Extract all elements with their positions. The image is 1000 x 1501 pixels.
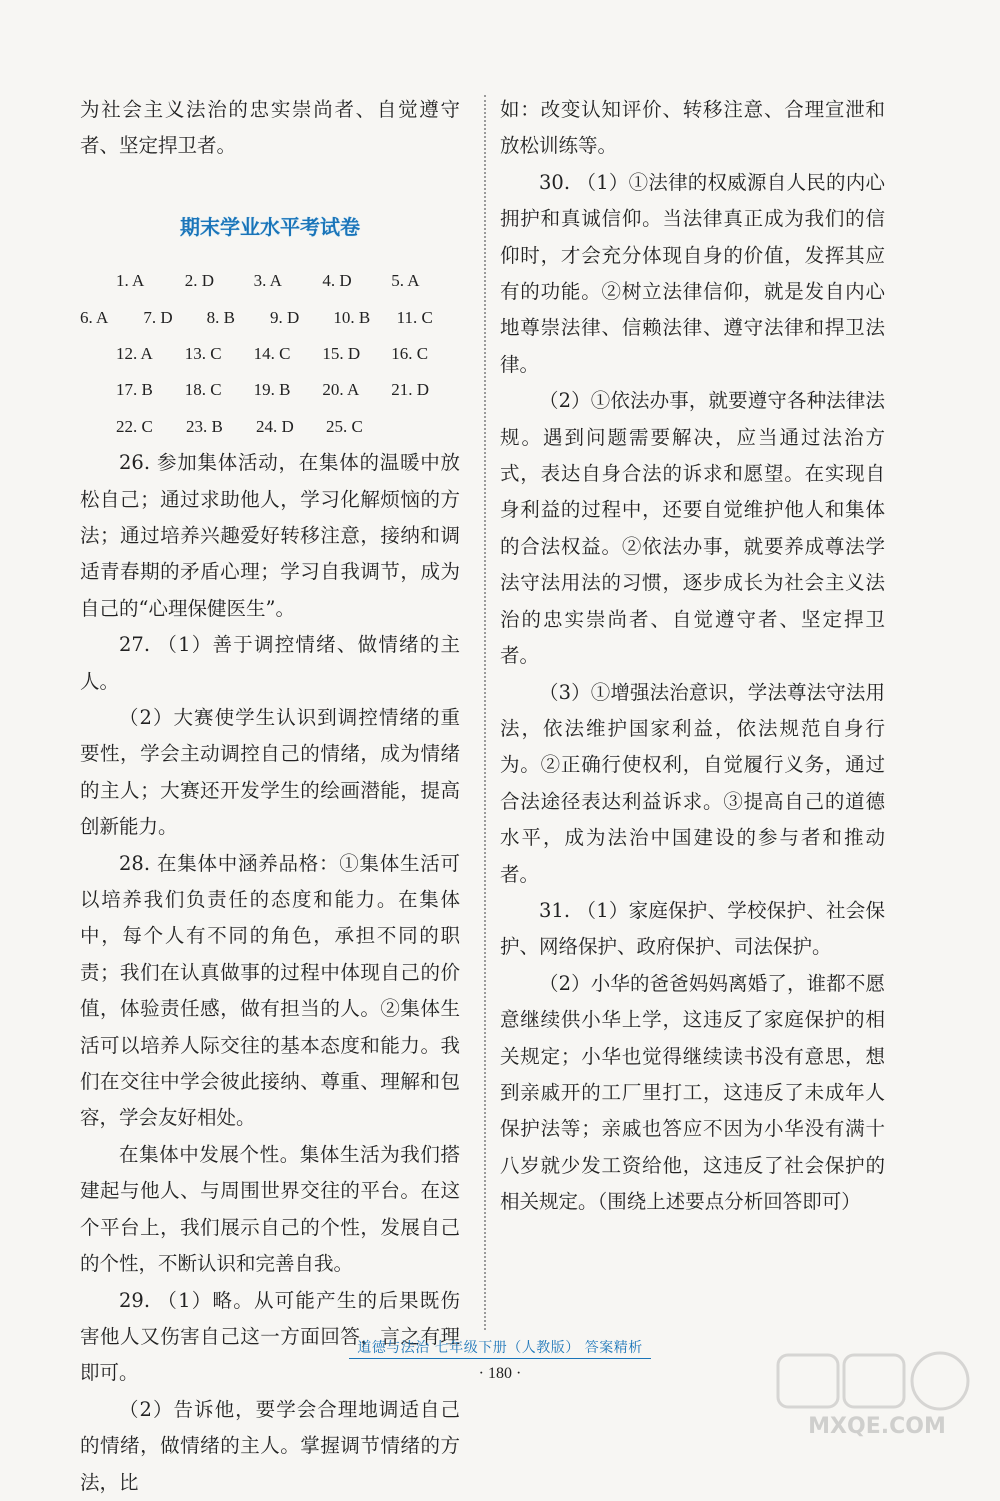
mc-answer: 20. A — [322, 380, 360, 400]
answer-27-1: 27. （1）善于调控情绪、做情绪的主人。 — [80, 633, 460, 693]
mc-answer: 4. D — [322, 271, 352, 291]
mc-answer: 5. A — [391, 271, 420, 291]
mc-row — [80, 300, 460, 336]
answer-30-2: （2）①依法办事，就要遵守各种法律法规。遇到问题需要解决，应当通过法治方式，表达自身合法的诉求和愿望。在实现自身利益的过程中，还要自觉维护他人和集体的合法权益。②依法办事，就要养成尊法学法守法用法的习惯，逐步成长为社会主义法治的忠实崇尚者、自觉遵守者、坚定捍卫者。 — [500, 389, 885, 668]
mc-answer: 16. C — [391, 344, 429, 363]
mc-answer: 13. C — [184, 344, 222, 363]
mc-answer: 9. D — [269, 307, 300, 327]
mc-answer: 1. A — [116, 271, 145, 291]
mc-answer: 18. C — [184, 380, 222, 400]
mc-row — [80, 336, 460, 372]
mc-answer: 22. C — [116, 416, 153, 436]
right-column — [500, 92, 885, 1221]
section-title: 期末学业水平考试卷 — [180, 214, 360, 239]
answer-31-2: （2）小华的爸爸妈妈离婚了，谁都不愿意继续供小华上学，这违反了家庭保护的相关规定；小华也觉得继续读书没有意思，想到亲戚开的工厂里打工，这违反了未成年人保护法等；亲戚也答应不因为小华没有满十八岁就少发工资给他，这违反了社会保护的相关规定。（围绕上述要点分析回答即可） — [500, 971, 885, 1214]
mc-answer: 3. A — [253, 271, 282, 291]
column-divider — [484, 95, 486, 1330]
mc-answers — [80, 263, 460, 445]
mc-answer: 6. A — [80, 307, 109, 327]
watermark-logo — [772, 1349, 982, 1439]
mc-answer: 21. D — [391, 380, 429, 400]
page-number: · 180 · — [478, 1365, 522, 1382]
watermark-url: MXQE.COM — [808, 1414, 946, 1439]
mc-answer: 19. B — [253, 380, 291, 400]
mc-answer: 14. C — [253, 344, 291, 363]
mc-row — [80, 263, 460, 299]
answer-28-cont: 在集体中发展个性。集体生活为我们搭建起与他人、与周围世界交往的平台。在这个平台上，我们展示自己的个性，发展自己的个性，不断认识和完善自我。 — [80, 1142, 460, 1276]
answer-28: 28. 在集体中涵养品格：①集体生活可以培养我们负责任的态度和能力。在集体中，每个人有不同的角色，承担不同的职责；我们在认真做事的过程中体现自己的价值，体验责任感，做有担当的人。②集体生活可以培养人际交往的基本态度和能力。我们在交往中学会彼此接纳、尊重、理解和包容，学会友好相处。 — [80, 851, 460, 1130]
answer-29-cont: 如：改变认知评价、转移注意、合理宣泄和放松训练等。 — [500, 98, 885, 158]
mc-answer: 7. D — [143, 307, 173, 327]
mc-answer: 10. B — [333, 307, 371, 327]
answer-29-2: （2）告诉他，要学会合理地调适自己的情绪，做情绪的主人。掌握调节情绪的方法，比 — [80, 1397, 460, 1494]
mc-answer: 24. D — [256, 416, 294, 436]
answer-27-2: （2）大赛使学生认识到调控情绪的重要性，学会主动调控自己的情绪，成为情绪的主人；大赛还开发学生的绘画潜能，提高创新能力。 — [80, 706, 460, 839]
mc-answer: 8. B — [206, 307, 235, 327]
book-title: 道德与法治 七年级下册（人教版） 答案精析 — [349, 1337, 650, 1359]
mc-answer: 23. B — [186, 416, 223, 436]
mc-answer: 11. C — [396, 307, 433, 327]
mc-answer: 25. C — [326, 416, 363, 436]
answer-30-3: （3）①增强法治意识，学法尊法守法用法，依法维护国家利益，依法规范自身行为。②正确行使权利，自觉履行义务，通过合法途径表达利益诉求。③提高自己的道德水平，成为法治中国建设的参与者和推动者。 — [500, 680, 885, 886]
mc-answer: 15. D — [322, 344, 361, 363]
answer-30-1: 30. （1）①法律的权威源自人民的内心拥护和真诚信仰。当法律真正成为我们的信仰时，才会充分体现自身的价值，发挥其应有的功能。②树立法律信仰，就是发自内心地尊崇法律、信赖法律、遵守法律和捍卫法律。 — [500, 170, 885, 376]
left-column — [80, 92, 460, 1501]
mc-row — [80, 372, 460, 408]
mc-answer: 17. B — [116, 380, 153, 400]
mc-answer: 12. A — [116, 344, 153, 363]
answer-31-1: 31. （1）家庭保护、学校保护、社会保护、网络保护、政府保护、司法保护。 — [500, 898, 885, 959]
answer-26: 26. 参加集体活动，在集体的温暖中放松自己；通过求助他人，学习化解烦恼的方法；通过培养兴趣爱好转移注意，接纳和调适青春期的矛盾心理；学习自我调节，成为自己的“心理保健医生”。 — [80, 451, 460, 620]
mc-answer: 2. D — [184, 271, 215, 291]
intro-paragraph: 为社会主义法治的忠实崇尚者、自觉遵守者、坚定捍卫者。 — [80, 98, 460, 158]
answer-29-1: 29. （1）略。从可能产生的后果既伤害他人又伤害自己这一方面回答，言之有理即可。 — [80, 1288, 460, 1385]
mc-row — [80, 409, 460, 445]
